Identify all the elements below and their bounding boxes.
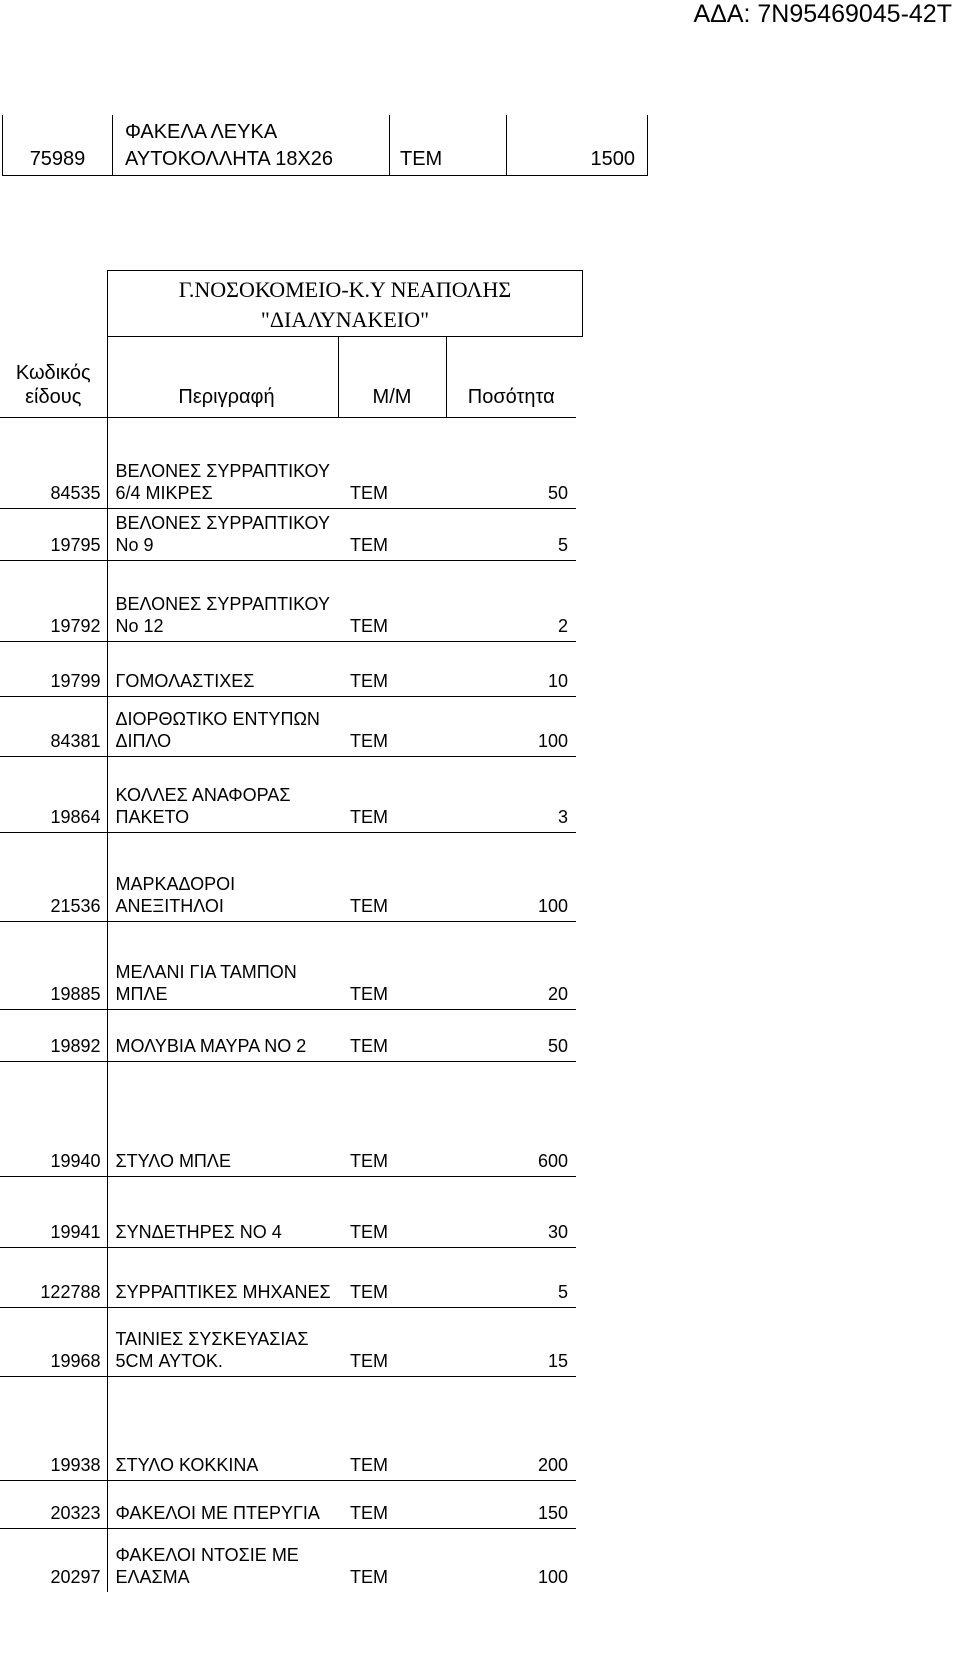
column-header-quantity: Ποσότητα <box>467 385 555 408</box>
item-code: 19968 <box>0 1307 107 1376</box>
item-description: ΚΟΛΛΕΣ ΑΝΑΦΟΡΑΣ ΠΑΚΕΤΟ <box>107 756 338 832</box>
item-unit: ΤΕΜ <box>338 641 446 696</box>
item-code: 19795 <box>0 508 107 560</box>
item-quantity: 100 <box>446 696 576 756</box>
item-quantity: 100 <box>446 1528 576 1592</box>
item-code: 84535 <box>0 417 107 508</box>
item-unit: ΤΕΜ <box>338 1528 446 1592</box>
item-code: 20297 <box>0 1528 107 1592</box>
item-quantity: 200 <box>446 1376 576 1480</box>
item-quantity: 3 <box>446 756 576 832</box>
table-row <box>0 1061 576 1176</box>
item-quantity: 10 <box>446 641 576 696</box>
item-code: 19792 <box>0 560 107 641</box>
table-row <box>0 1247 576 1307</box>
table-row <box>0 641 576 696</box>
item-unit: ΤΕΜ <box>338 1376 446 1480</box>
table-header-row <box>0 337 576 417</box>
table-row <box>0 756 576 832</box>
item-description: ΜΕΛΑΝΙ ΓΙΑ ΤΑΜΠΟΝ ΜΠΛΕ <box>107 921 338 1009</box>
item-unit: ΤΕΜ <box>390 115 507 175</box>
item-description: ΒΕΛΟΝΕΣ ΣΥΡΡΑΠΤΙΚΟΥ 6/4 ΜΙΚΡΕΣ <box>107 417 338 508</box>
item-unit: ΤΕΜ <box>338 1247 446 1307</box>
document-ref-number: ΑΔΑ: 7Ν95469045-42Τ <box>693 0 952 28</box>
item-quantity: 2 <box>446 560 576 641</box>
item-unit: ΤΕΜ <box>338 508 446 560</box>
item-quantity: 5 <box>446 508 576 560</box>
item-quantity: 100 <box>446 832 576 921</box>
table-row <box>0 832 576 921</box>
table-row <box>0 417 576 508</box>
item-description: ΜΟΛΥΒΙΑ ΜΑΥΡΑ ΝΟ 2 <box>107 1009 338 1061</box>
item-description: ΜΑΡΚΑΔΟΡΟΙ ΑΝΕΞΙΤΗΛΟΙ <box>107 832 338 921</box>
item-code: 19940 <box>0 1061 107 1176</box>
table-row <box>0 1009 576 1061</box>
item-quantity: 50 <box>446 1009 576 1061</box>
item-unit: ΤΕΜ <box>338 921 446 1009</box>
item-unit: ΤΕΜ <box>338 1009 446 1061</box>
hospital-title <box>107 270 583 337</box>
item-unit: ΤΕΜ <box>338 832 446 921</box>
table-row <box>3 115 648 175</box>
item-code: 75989 <box>3 115 113 175</box>
items-table <box>0 337 576 1592</box>
table-row <box>0 696 576 756</box>
item-code: 19938 <box>0 1376 107 1480</box>
item-description: ΣΥΡΡΑΠΤΙΚΕΣ ΜΗΧΑΝΕΣ <box>107 1247 338 1307</box>
item-code: 19941 <box>0 1176 107 1247</box>
previous-items-table <box>2 115 648 176</box>
table-row <box>0 508 576 560</box>
item-unit: ΤΕΜ <box>338 560 446 641</box>
item-description-line2: ΑΥΤΟΚΟΛΛΗΤΑ 18Χ26 <box>125 147 334 170</box>
item-quantity: 1500 <box>507 115 648 175</box>
item-unit: ΤΕΜ <box>338 1480 446 1528</box>
column-header-code: Κωδικός είδους <box>0 337 107 417</box>
item-code: 20323 <box>0 1480 107 1528</box>
table-row <box>0 1480 576 1528</box>
item-quantity: 600 <box>446 1061 576 1176</box>
item-unit: ΤΕΜ <box>338 1307 446 1376</box>
item-quantity: 30 <box>446 1176 576 1247</box>
item-code: 84381 <box>0 696 107 756</box>
table-row <box>0 921 576 1009</box>
hospital-name: Γ.ΝΟΣΟΚΟΜΕΙΟ-Κ.Υ ΝΕΑΠΟΛΗΣ <box>178 277 512 302</box>
item-unit: ΤΕΜ <box>338 696 446 756</box>
table-row <box>0 1176 576 1247</box>
item-unit: ΤΕΜ <box>338 417 446 508</box>
hospital-subtitle: "ΔΙΑΛΥΝΑΚΕΙΟ" <box>260 307 430 332</box>
table-row <box>0 1376 576 1480</box>
item-description: ΓΟΜΟΛΑΣΤΙΧΕΣ <box>107 641 338 696</box>
item-quantity: 50 <box>446 417 576 508</box>
item-code: 19885 <box>0 921 107 1009</box>
table-row <box>0 560 576 641</box>
column-header-description: Περιγραφή <box>107 337 338 417</box>
item-description: ΤΑΙΝΙΕΣ ΣΥΣΚΕΥΑΣΙΑΣ 5CM ΑΥΤΟΚ. <box>107 1307 338 1376</box>
item-description: ΔΙΟΡΘΩΤΙΚΟ ΕΝΤΥΠΩΝ ΔΙΠΛΟ <box>107 696 338 756</box>
item-description: ΦΑΚΕΛΟΙ ΜΕ ΠΤΕΡΥΓΙΑ <box>107 1480 338 1528</box>
item-description: ΒΕΛΟΝΕΣ ΣΥΡΡΑΠΤΙΚΟΥ Νο 12 <box>107 560 338 641</box>
item-unit: ΤΕΜ <box>338 756 446 832</box>
item-description: ΣΥΝΔΕΤΗΡΕΣ ΝΟ 4 <box>107 1176 338 1247</box>
table-row <box>0 1528 576 1592</box>
item-quantity: 5 <box>446 1247 576 1307</box>
item-description: ΦΑΚΕΛΟΙ ΝΤΟΣΙΕ ΜΕ ΕΛΑΣΜΑ <box>107 1528 338 1592</box>
table-row <box>0 1307 576 1376</box>
item-code: 122788 <box>0 1247 107 1307</box>
item-quantity: 150 <box>446 1480 576 1528</box>
item-description: ΣΤΥΛΟ ΜΠΛΕ <box>107 1061 338 1176</box>
column-header-unit: Μ/Μ <box>338 337 446 417</box>
item-description-line1: ΦΑΚΕΛΑ ΛΕΥΚΑ <box>125 120 278 143</box>
item-code: 19892 <box>0 1009 107 1061</box>
item-code: 21536 <box>0 832 107 921</box>
item-description <box>113 115 390 175</box>
item-description: ΣΤΥΛΟ ΚΟΚΚΙΝΑ <box>107 1376 338 1480</box>
item-code: 19864 <box>0 756 107 832</box>
item-description: ΒΕΛΟΝΕΣ ΣΥΡΡΑΠΤΙΚΟΥ Νο 9 <box>107 508 338 560</box>
item-code: 19799 <box>0 641 107 696</box>
item-quantity: 15 <box>446 1307 576 1376</box>
item-quantity: 20 <box>446 921 576 1009</box>
item-unit: ΤΕΜ <box>338 1061 446 1176</box>
item-unit: ΤΕΜ <box>338 1176 446 1247</box>
